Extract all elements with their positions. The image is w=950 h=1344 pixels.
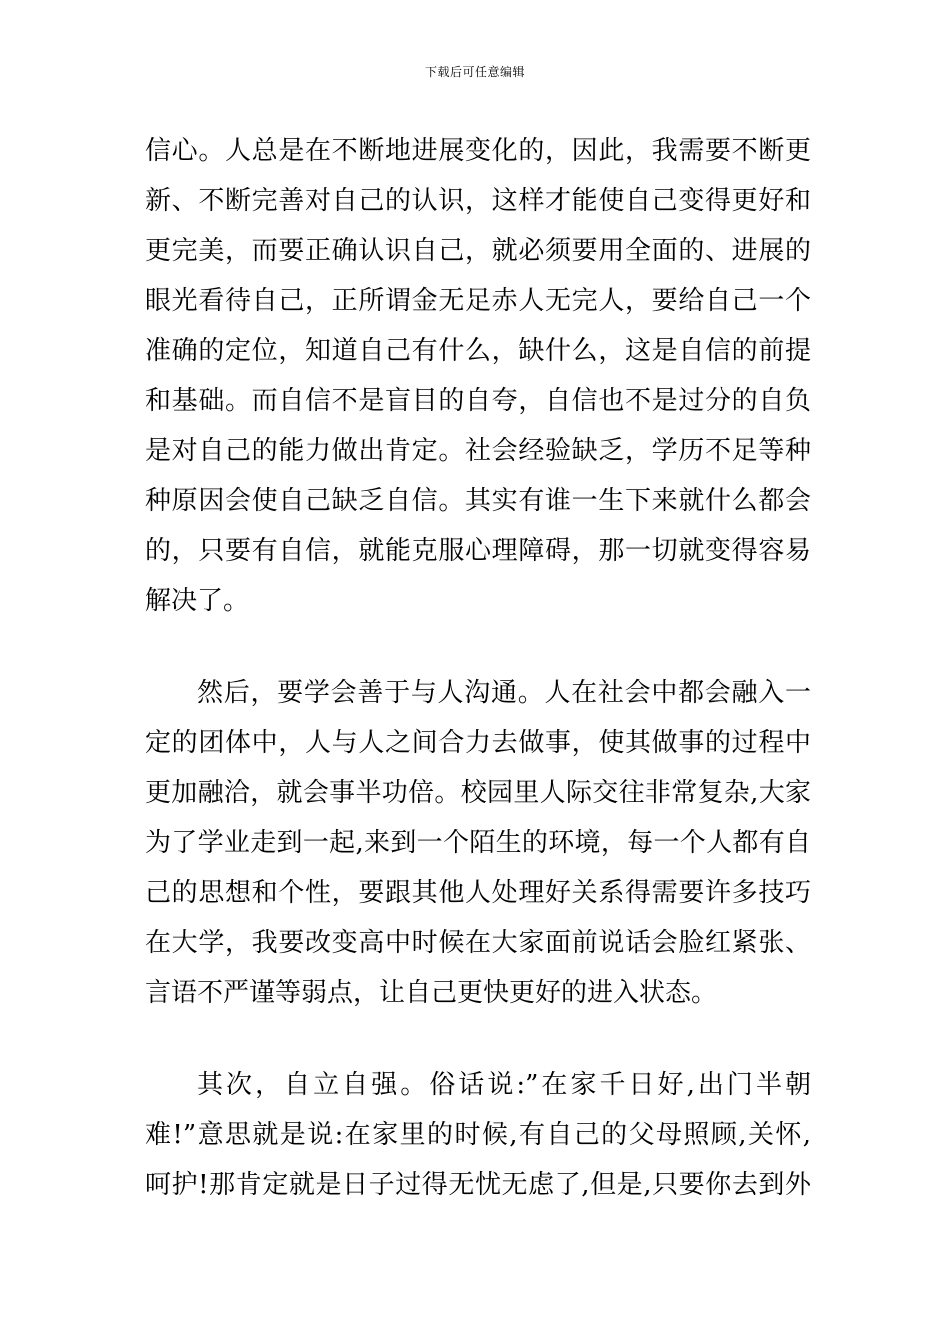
text-line: 和基础。而自信不是盲目的自夸，自信也不是过分的自负 — [145, 386, 811, 416]
text-line: 其次，自立自强。俗话说:”在家千日好,出门半朝 — [197, 1070, 811, 1100]
text-line: 的，只要有自信，就能克服心理障碍，那一切就变得容易 — [145, 536, 811, 566]
text-line: 己的思想和个性，要跟其他人处理好关系得需要许多技巧 — [145, 878, 811, 908]
paragraph-1 — [145, 126, 811, 626]
paragraph-gap — [145, 626, 811, 668]
text-line: 然后，要学会善于与人沟通。人在社会中都会融入一 — [197, 678, 811, 708]
text-line: 准确的定位，知道自己有什么，缺什么，这是自信的前提 — [145, 336, 811, 366]
text-line: 言语不严谨等弱点，让自己更快更好的进入状态。 — [145, 978, 718, 1008]
text-line: 解决了。 — [145, 586, 250, 616]
text-line: 更完美，而要正确认识自己，就必须要用全面的、进展的 — [145, 236, 811, 266]
text-line: 更加融洽，就会事半功倍。校园里人际交往非常复杂,大家 — [145, 778, 811, 808]
paragraph-2 — [145, 668, 811, 1018]
text-line: 眼光看待自己，正所谓金无足赤人无完人，要给自己一个 — [145, 286, 811, 316]
paragraph-3 — [145, 1060, 811, 1210]
text-line: 信心。人总是在不断地进展变化的，因此，我需要不断更 — [145, 136, 811, 166]
text-line: 定的团体中，人与人之间合力去做事，使其做事的过程中 — [145, 728, 811, 758]
page-header: 下载后可任意编辑 — [424, 65, 525, 79]
text-line: 新、不断完善对自己的认识，这样才能使自己变得更好和 — [145, 186, 811, 216]
document-body — [145, 126, 811, 1210]
paragraph-gap — [145, 1018, 811, 1060]
text-line: 种原因会使自己缺乏自信。其实有谁一生下来就什么都会 — [145, 486, 811, 516]
text-line: 呵护!那肯定就是日子过得无忧无虑了,但是,只要你去到外 — [145, 1170, 811, 1200]
text-line: 为了学业走到一起,来到一个陌生的环境，每一个人都有自 — [145, 828, 811, 858]
text-line: 是对自己的能力做出肯定。社会经验缺乏，学历不足等种 — [145, 436, 811, 466]
text-line: 在大学，我要改变高中时候在大家面前说话会脸红紧张、 — [145, 928, 811, 958]
text-line: 难!”意思就是说:在家里的时候,有自己的父母照顾,关怀, — [145, 1120, 811, 1150]
